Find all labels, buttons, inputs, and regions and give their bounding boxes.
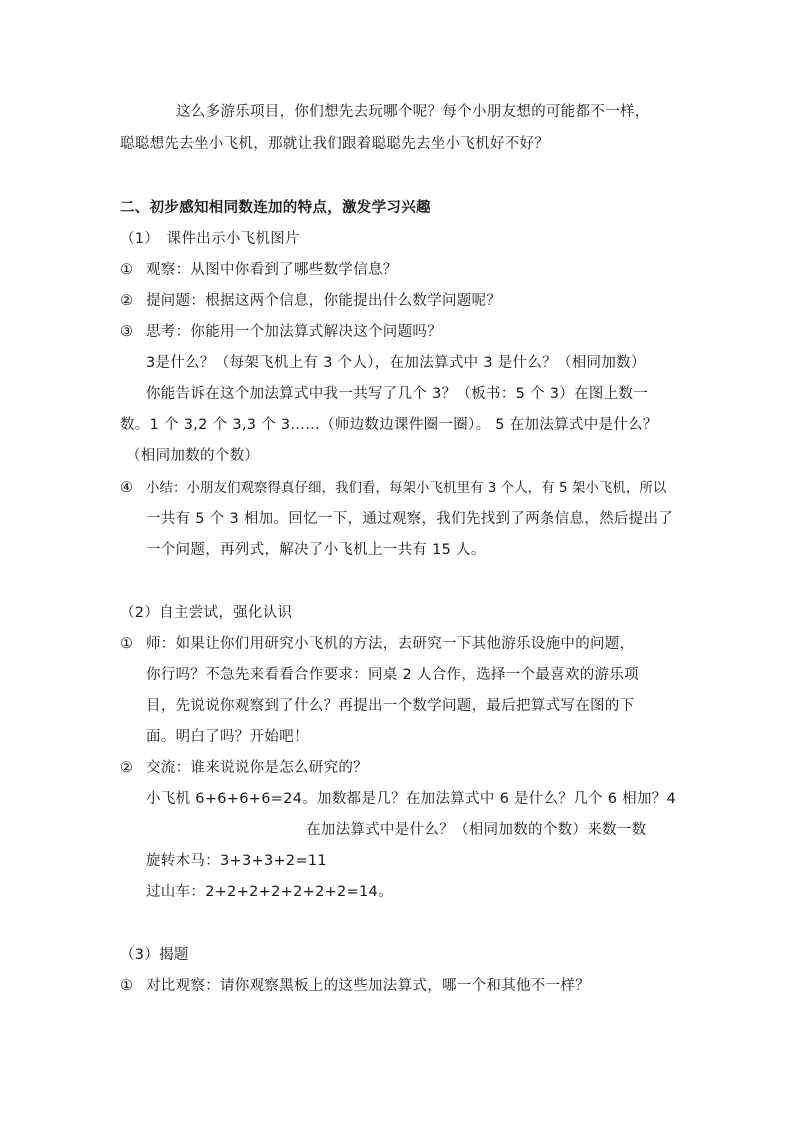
part-3-title: （3）揭题 bbox=[120, 947, 189, 963]
item-marker: ② bbox=[120, 293, 134, 309]
paragraph-line: 旋转木马：3+3+3+2=11 bbox=[146, 853, 327, 869]
item-text: 师：如果让你们用研究小飞机的方法，去研究一下其他游乐设施中的问题， bbox=[146, 636, 635, 652]
list-item bbox=[120, 260, 398, 280]
item-marker: ③ bbox=[120, 324, 134, 340]
intro-line-2: 聪聪想先去坐小飞机，那就让我们跟着聪聪先去坐小飞机好不好？ bbox=[120, 136, 550, 152]
item-text: 交流：谁来说说你是怎么研究的？ bbox=[146, 760, 368, 776]
paragraph-line: 在加法算式中是什么？（相同加数的个数）来数一数 bbox=[306, 822, 647, 838]
item-marker: ④ bbox=[120, 480, 134, 496]
list-item bbox=[120, 976, 590, 996]
item-text: 提问题：根据这两个信息，你能提出什么数学问题呢？ bbox=[146, 293, 502, 309]
list-item bbox=[120, 478, 666, 498]
list-item bbox=[120, 291, 501, 311]
part-2-title: （2）自主尝试，强化认识 bbox=[120, 605, 293, 621]
list-item bbox=[120, 322, 442, 342]
paragraph-line: 3是什么？（每架飞机上有 3 个人），在加法算式中 3 是什么？（相同加数） bbox=[146, 355, 646, 371]
part-1-title: （1） 课件出示小飞机图片 bbox=[120, 231, 300, 247]
list-item bbox=[120, 634, 634, 654]
paragraph-line: 数。1 个 3,2 个 3,3 个 3……（师边数边课件圈一圈）。 5 在加法算式中是什么？ bbox=[120, 417, 658, 433]
item-marker: ② bbox=[120, 760, 134, 776]
item-text: 小结：小朋友们观察得真仔细，我们看，每架小飞机里有 3 个人，有 5 架小飞机，所以 bbox=[146, 480, 667, 496]
paragraph-line: 一个问题，再列式，解决了小飞机上一共有 15 人。 bbox=[146, 542, 486, 558]
item-text: 观察：从图中你看到了哪些数学信息？ bbox=[146, 262, 398, 278]
item-marker: ① bbox=[120, 636, 134, 652]
item-marker: ① bbox=[120, 262, 134, 278]
list-item bbox=[120, 758, 368, 778]
paragraph-line: 面。明白了吗？开始吧！ bbox=[146, 729, 309, 745]
paragraph-line: 小飞机 6+6+6+6=24。加数都是几？在加法算式中 6 是什么？几个 6 相加？4 bbox=[146, 791, 677, 807]
paragraph-line: 你行吗？不急先来看看合作要求：同桌 2 人合作，选择一个最喜欢的游乐项 bbox=[146, 667, 639, 683]
item-text: 对比观察：请你观察黑板上的这些加法算式，哪一个和其他不一样？ bbox=[146, 978, 590, 994]
item-marker: ① bbox=[120, 978, 134, 994]
intro-line-1: 这么多游乐项目，你们想先去玩哪个呢？每个小朋友想的可能都不一样， bbox=[176, 104, 650, 120]
section-2-title: 二、初步感知相同数连加的特点，激发学习兴趣 bbox=[120, 200, 431, 216]
item-text: 思考：你能用一个加法算式解决这个问题吗？ bbox=[146, 324, 442, 340]
paragraph-line: 目，先说说你观察到了什么？再提出一个数学问题，最后把算式写在图的下 bbox=[146, 698, 635, 714]
paragraph-line: 你能告诉在这个加法算式中我一共写了几个 3？（板书：5 个 3）在图上数一 bbox=[146, 386, 649, 402]
paragraph-line: 一共有 5 个 3 相加。回忆一下，通过观察，我们先找到了两条信息，然后提出了 bbox=[146, 511, 674, 527]
paragraph-line: （相同加数的个数） bbox=[126, 448, 260, 464]
paragraph-line: 过山车：2+2+2+2+2+2+2=14。 bbox=[146, 884, 393, 900]
